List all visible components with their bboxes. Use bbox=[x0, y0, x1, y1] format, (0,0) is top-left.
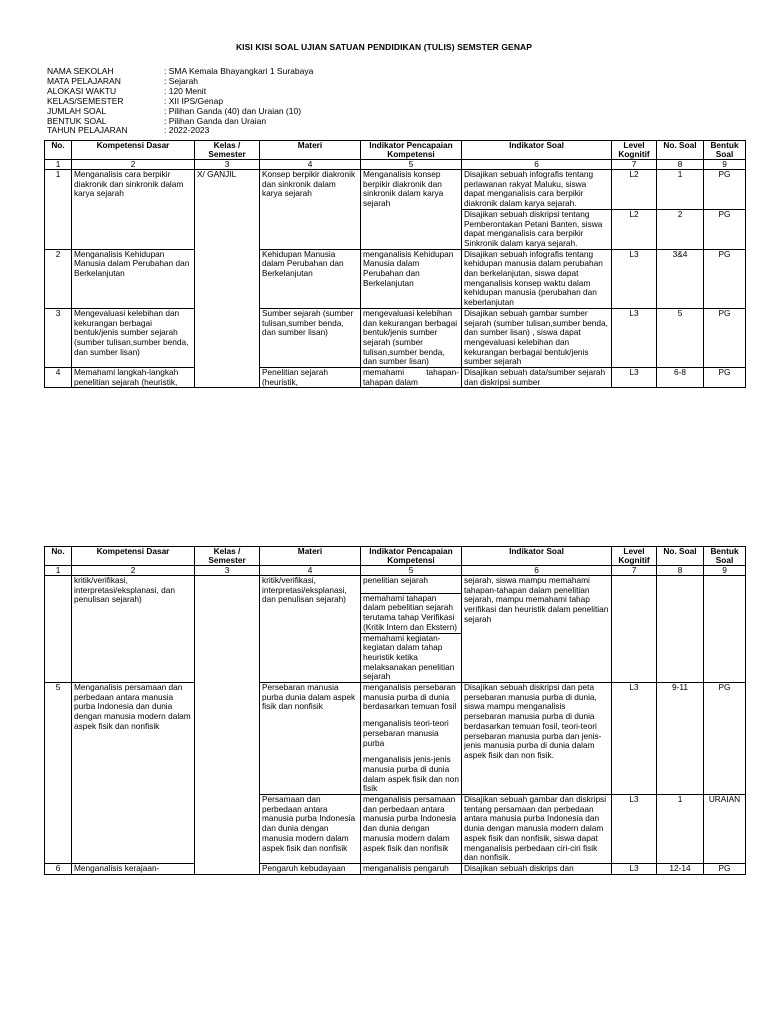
col-header-no: No. bbox=[45, 141, 72, 160]
cell-level bbox=[612, 576, 657, 683]
info-value: : Pilihan Ganda (40) dan Uraian (10) bbox=[164, 105, 302, 116]
cell-ipk bbox=[361, 576, 462, 683]
info-value: : SMA Kemala Bhayangkari 1 Surabaya bbox=[164, 66, 314, 76]
col-number: 7 bbox=[612, 160, 657, 170]
cell-materi: Pengaruh kebudayaan bbox=[260, 863, 361, 874]
cell-nosoal: 12-14 bbox=[657, 863, 704, 874]
ipk-part: penelitian sejarah bbox=[363, 575, 429, 585]
cell-kd: kritik/verifikasi, interpretasi/eksplanasi, dan penulisan sejarah) bbox=[72, 576, 195, 683]
info-value: : XII IPS/Genap bbox=[164, 95, 224, 106]
cell-ipk: menganalisis pengaruh bbox=[361, 863, 462, 874]
cell-no bbox=[45, 576, 72, 683]
cell-level: L2 bbox=[612, 209, 657, 249]
col-header-materi: Materi bbox=[260, 547, 361, 566]
table-row bbox=[45, 170, 746, 210]
cell-is: Disajikan sebuah diskrips dan bbox=[462, 863, 612, 874]
col-number: 5 bbox=[361, 160, 462, 170]
cell-ipk: menganalisis Kehidupan Manusia dalam Perubahan dan Berkelanjutan bbox=[361, 249, 462, 308]
cell-kelas bbox=[195, 576, 260, 875]
info-key: ALOKASI WAKTU bbox=[47, 85, 117, 96]
cell-level: L3 bbox=[612, 368, 657, 388]
table-row bbox=[45, 683, 746, 795]
cell-level: L3 bbox=[612, 863, 657, 874]
col-header-no: No. bbox=[45, 547, 72, 566]
col-number: 1 bbox=[45, 160, 72, 170]
cell-materi: Konsep berpikir diakronik dan sinkronik dalam karya sejarah bbox=[260, 170, 361, 250]
cell-no: 3 bbox=[45, 308, 72, 367]
header-row bbox=[45, 547, 746, 566]
cell-nosoal: 5 bbox=[657, 308, 704, 367]
column-number-row bbox=[45, 566, 746, 576]
cell-nosoal: 2 bbox=[657, 209, 704, 249]
cell-nosoal: 1 bbox=[657, 795, 704, 864]
col-number: 1 bbox=[45, 566, 72, 576]
cell-kd: Menganalisis persamaan dan perbedaan antara manusia purba Indonesia dan dunia dengan manusia modern dalam aspek fisik dan nonfisik bbox=[72, 683, 195, 864]
col-number: 3 bbox=[195, 566, 260, 576]
ipk-part: menganalisis teori-teori persebaran manusia purba bbox=[363, 718, 449, 748]
info-key: MATA PELAJARAN bbox=[47, 75, 121, 86]
cell-is: Disajikan sebuah infografis tentang perlawanan rakyat Maluku, siswa dapat menganalisis cara berpikir diakronik dalam karya sejarah. bbox=[462, 170, 612, 210]
col-header-kd: Kompetensi Dasar bbox=[72, 547, 195, 566]
col-header-materi: Materi bbox=[260, 141, 361, 160]
cell-level: L3 bbox=[612, 249, 657, 308]
cell-bentuk: PG bbox=[704, 170, 746, 210]
cell-ipk bbox=[361, 683, 462, 795]
col-header-kd: Kompetensi Dasar bbox=[72, 141, 195, 160]
cell-kd: Memahami langkah-langkah penelitian sejarah (heuristik, bbox=[72, 368, 195, 388]
col-number: 8 bbox=[657, 566, 704, 576]
cell-is: Disajikan sebuah diskripsi dan peta persebaran manusia purba di dunia, siswa mampu menganalisis persebaran manusia purba di dunia berdasarkan temuan fosil, teori-teori persebaran manusia purba dan jenis-jenis manusia purba di dunia dalam aspek fisik dan non fisik. bbox=[462, 683, 612, 795]
col-header-kelas: Kelas / Semester bbox=[195, 547, 260, 566]
col-number: 6 bbox=[462, 160, 612, 170]
table-row bbox=[45, 368, 746, 388]
cell-nosoal: 3&4 bbox=[657, 249, 704, 308]
cell-materi: Penelitian sejarah (heuristik, bbox=[260, 368, 361, 388]
cell-ipk: mengevaluasi kelebihan dan kekurangan berbagai bentuk/jenis sumber sejarah (sumber tulisan,sumber benda, dan sumber lisan) bbox=[361, 308, 462, 367]
cell-ipk: Menganalisis konsep berpikir diakronik dan sinkronik dalam karya sejarah bbox=[361, 170, 462, 250]
info-key: JUMLAH SOAL bbox=[47, 105, 107, 116]
cell-kd: Mengevaluasi kelebihan dan kekurangan berbagai bentuk/jenis sumber sejarah (sumber tulisan,sumber benda, dan sumber lisan) bbox=[72, 308, 195, 367]
table-row bbox=[45, 249, 746, 308]
col-header-nosoal: No. Soal bbox=[657, 547, 704, 566]
grid-table-2 bbox=[44, 546, 746, 875]
col-header-ipk: Indikator Pencapaian Kompetensi bbox=[361, 547, 462, 566]
cell-kd: Menganalisis cara berpikir diakronik dan sinkronik dalam karya sejarah bbox=[72, 170, 195, 250]
col-number: 5 bbox=[361, 566, 462, 576]
cell-bentuk: PG bbox=[704, 683, 746, 795]
table-row bbox=[45, 863, 746, 874]
cell-is: Disajikan sebuah data/sumber sejarah dan diskripsi sumber bbox=[462, 368, 612, 388]
cell-no: 4 bbox=[45, 368, 72, 388]
cell-bentuk bbox=[704, 576, 746, 683]
table-row bbox=[45, 308, 746, 367]
col-header-kelas: Kelas / Semester bbox=[195, 141, 260, 160]
cell-kd: Menganalisis Kehidupan Manusia dalam Perubahan dan Berkelanjutan bbox=[72, 249, 195, 308]
col-number: 7 bbox=[612, 566, 657, 576]
cell-level: L2 bbox=[612, 170, 657, 210]
grid-table-1 bbox=[44, 140, 746, 388]
col-number: 4 bbox=[260, 160, 361, 170]
cell-bentuk: URAIAN bbox=[704, 795, 746, 864]
col-number: 4 bbox=[260, 566, 361, 576]
info-key: NAMA SEKOLAH bbox=[47, 66, 114, 76]
col-number: 2 bbox=[72, 160, 195, 170]
cell-no: 6 bbox=[45, 863, 72, 874]
cell-is: sejarah, siswa mampu memahami tahapan-tahapan dalam penelitian sejarah, mampu memahami tahap verifikasi dan heuristik dalam penelitian sejarah bbox=[462, 576, 612, 683]
col-header-nosoal: No. Soal bbox=[657, 141, 704, 160]
col-number: 3 bbox=[195, 160, 260, 170]
col-header-bentuk: Bentuk Soal bbox=[704, 141, 746, 160]
info-key: TAHUN PELAJARAN bbox=[47, 125, 128, 136]
info-key: BENTUK SOAL bbox=[47, 115, 107, 126]
col-number: 9 bbox=[704, 566, 746, 576]
col-number: 8 bbox=[657, 160, 704, 170]
page-title: KISI KISI SOAL UJIAN SATUAN PENDIDIKAN (TULIS) SEMSTER GENAP bbox=[235, 42, 533, 52]
col-number: 6 bbox=[462, 566, 612, 576]
info-value: : 120 Menit bbox=[164, 85, 207, 96]
cell-level: L3 bbox=[612, 308, 657, 367]
cell-no: 1 bbox=[45, 170, 72, 250]
cell-is: Disajikan sebuah infografis tentang kehidupan manusia dalam perubahan dan berkelanjutan, siswa dapat menganalisis konsep waktu dalam kehidupan manusia (perubahan dan keberlanjutan bbox=[462, 249, 612, 308]
school-info bbox=[47, 67, 313, 136]
cell-nosoal: 6-8 bbox=[657, 368, 704, 388]
cell-ipk: menganalisis persamaan dan perbedaan antara manusia purba Indonesia dan dunia dengan manusia modern dalam aspek fisik dan nonfisik bbox=[361, 795, 462, 864]
cell-materi: kritik/verifikasi, interpretasi/eksplanasi, dan penulisan sejarah) bbox=[260, 576, 361, 683]
cell-materi: Persamaan dan perbedaan antara manusia purba Indonesia dan dunia dengan manusia modern dalam aspek fisik dan nonfisik bbox=[260, 795, 361, 864]
cell-nosoal bbox=[657, 576, 704, 683]
info-value: : 2022-2023 bbox=[164, 125, 210, 136]
cell-is: Disajikan sebuah gambar dan diskripsi tentang persamaan dan perbedaan antara manusia purba Indonesia dan dunia dengan manusia modern dalam aspek fisik dan nonfisik, siswa dapat menganalisis perbedaan ciri-ciri fisik dan nonfisik. bbox=[462, 795, 612, 864]
col-header-is: Indikator Soal bbox=[462, 547, 612, 566]
col-header-is: Indikator Soal bbox=[462, 141, 612, 160]
cell-materi: Persebaran manusia purba dunia dalam aspek fisik dan nonfisik bbox=[260, 683, 361, 795]
info-value: : Pilihan Ganda dan Uraian bbox=[164, 115, 267, 126]
col-header-bentuk: Bentuk Soal bbox=[704, 547, 746, 566]
ipk-part: memahami kegiatan-kegiatan dalam tahap heuristik ketika melaksanakan penelitian sejarah bbox=[361, 633, 461, 683]
cell-no: 2 bbox=[45, 249, 72, 308]
cell-level: L3 bbox=[612, 683, 657, 795]
col-number: 2 bbox=[72, 566, 195, 576]
cell-kd: Menganalisis kerajaan- bbox=[72, 863, 195, 874]
cell-bentuk: PG bbox=[704, 249, 746, 308]
cell-ipk: memahami tahapan-tahapan dalam bbox=[361, 368, 462, 388]
cell-nosoal: 1 bbox=[657, 170, 704, 210]
ipk-part: menganalisis persebaran manusia purba di dunia berdasarkan temuan fosil bbox=[363, 682, 457, 712]
cell-no: 5 bbox=[45, 683, 72, 864]
cell-bentuk: PG bbox=[704, 368, 746, 388]
cell-bentuk: PG bbox=[704, 308, 746, 367]
cell-bentuk: PG bbox=[704, 209, 746, 249]
cell-kelas: X/ GANJIL bbox=[195, 170, 260, 388]
info-value: : Sejarah bbox=[164, 75, 199, 86]
cell-is: Disajikan sebuah diskripsi tentang Pemberontakan Petani Banten, siswa dapat menganalisis cara berpikir Sinkronik dalam karya sejarah. bbox=[462, 209, 612, 249]
ipk-part: memahami tahapan dalam pebelitian sejarah terutama tahap Verifikasi (Kritik Intern dan Ekstern) bbox=[361, 593, 461, 633]
cell-bentuk: PG bbox=[704, 863, 746, 874]
cell-materi: Sumber sejarah (sumber tulisan,sumber benda, dan sumber lisan) bbox=[260, 308, 361, 367]
info-key: KELAS/SEMESTER bbox=[47, 95, 124, 106]
col-number: 9 bbox=[704, 160, 746, 170]
cell-is: Disajikan sebuah gambar sumber sejarah (sumber tulisan,sumber benda, dan sumber lisan) , siswa dapat mengevaluasi kelebihan dan kekurangan berbagai bentuk/jenis sumber sejarah bbox=[462, 308, 612, 367]
table-row bbox=[45, 576, 746, 683]
header-row bbox=[45, 141, 746, 160]
column-number-row bbox=[45, 160, 746, 170]
cell-nosoal: 9-11 bbox=[657, 683, 704, 795]
info-row-year bbox=[47, 126, 313, 136]
col-header-level: Level Kognitif bbox=[612, 141, 657, 160]
col-header-level: Level Kognitif bbox=[612, 547, 657, 566]
cell-level: L3 bbox=[612, 795, 657, 864]
col-header-ipk: Indikator Pencapaian Kompetensi bbox=[361, 141, 462, 160]
cell-materi: Kehidupan Manusia dalam Perubahan dan Berkelanjutan bbox=[260, 249, 361, 308]
ipk-part: menganalisis jenis-jenis manusia purba di dunia dalam aspek fisik dan non fisik bbox=[363, 754, 459, 794]
